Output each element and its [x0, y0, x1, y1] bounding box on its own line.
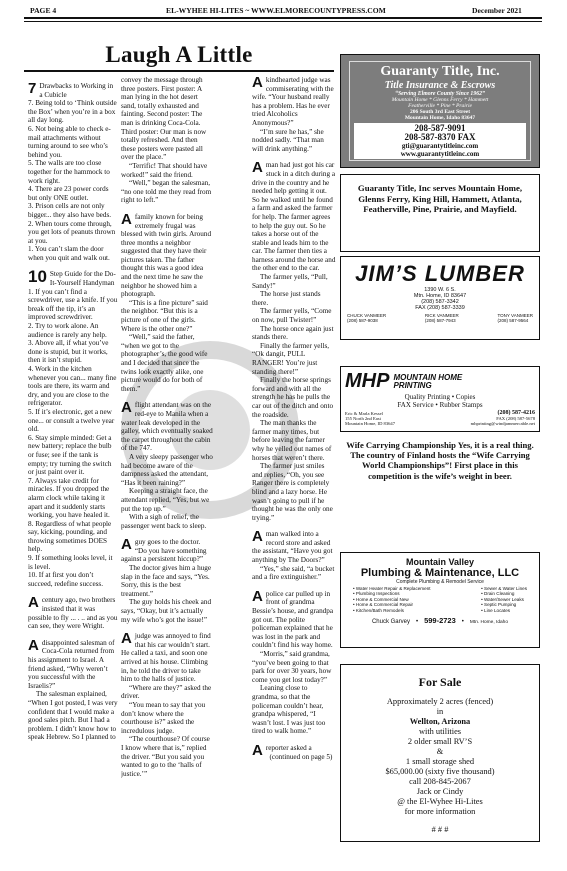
ad-text: • Plumbing Inspections [353, 591, 400, 597]
ad-text: Eric & Marla Kessel [345, 411, 383, 416]
ad-email: gti@guarantytitleinc.com [401, 142, 479, 150]
ad-for-sale [340, 664, 540, 842]
column-3: Akindhearted judge was commiserating with the wife. “Your husband really has a problem. Has he ever tried Alcoholics Anonymous?” “I’m sure he has,” she nodded sadly. “That man will drink anything.” Aman had just got his car stuck in a ditch during a drive in the country and he needed help getting it out. So he walked until he found a farm and asked the farmer for help. The farmer agrees to help the guy out. So he takes a horse out of the stable and leads him to the car. The farmer then ties a harness around the horse and the other end to the car. The farmer yells, “Pull, Sandy!” The horse just stands there. The farmer yells, “Come on now, pull Twister!” The horse once again just stands there. Finally the farmer yells, “Ok dangit, PULL RANGER! You’re just standing there!” Finally the horse springs forward and with all the strength he has he pulls the car out of the ditch and onto the roadside. The man thanks the farmer many times, but before leaving the farmer why he yelled out names of horses that weren’t there. The farmer just smiles and replies, “Oh, you see Ranger there is completely blind and a lazy horse. He wasn’t going to pull if he thought he was the only one trying.” Aman walked into a record store and asked the assistant, “Have you got anything by The Doors?” “Yes,” she said, “a bucket and a fire extinguisher.” Apolice car pulled up in front of grandma Bessie’s house, and grandpa got out. The polite policeman explained that he was lost in the park and couldn’t find his way home. “Morris,” said grandma, “you’ve been going to that park for over 30 years, how come you get lost today?” Leaning close to grandma, so that the policeman couldn’t hear, grandpa whispered, “I wasn’t lost. I was just too tired to walk home.” Areporter asked a (continued on page 5) [252, 76, 336, 761]
joke-text: “This is a fine picture” said the neighbor. “But this is a picture of one of the girls. Where is the other one?” [121, 298, 208, 333]
cubicle-list [28, 99, 118, 262]
ad-text: 206 South 3rd East Street [409, 109, 471, 115]
ad-text: Jack or Cindy [416, 787, 464, 796]
ad-text: RICK VANMEER [424, 313, 459, 318]
title-rule [24, 70, 334, 72]
ad-text: call 208-845-2067 [409, 777, 471, 786]
ad-text: Mountain Home, Idaho 83647 [404, 115, 476, 121]
ad-text: Mtn. Home, ID 83647 [413, 293, 467, 299]
ad-name: JIM’S LUMBER [355, 261, 525, 286]
ad-text: 1390 W. 6 S. [424, 287, 456, 293]
ad-name: Plumbing & Maintenance, LLC [360, 567, 520, 579]
header-rule-thin [24, 21, 542, 22]
ad-text: Mountain Home, ID 83647 [345, 421, 396, 426]
joke-text: A very sleepy passenger who had become aware of the dampness asked the attendant, “Has it been raining?” [121, 452, 213, 487]
joke-text: Finally the farmer yells, “Ok dangit, PULL RANGER! You’re just standing there!” [252, 341, 330, 376]
joke-kindhearted-judge: kindhearted judge was commiserating with the wife. “Your husband really has a problem. Has he ever tried Alcoholics Anonymous?” [252, 76, 334, 127]
joke-police: police car pulled up in front of grandma Bessie’s house, and grandpa got out. The polite policeman explained that he was lost in the park and couldn’t find his way home. [252, 589, 334, 650]
ad-text: # # # [431, 825, 449, 834]
ad-text: 155 North 2nd East [345, 416, 381, 421]
ad-fax: 208-587-8370 FAX [404, 132, 476, 142]
joke-record-store: man walked into a record store and asked the assistant, “Have you got anything by The Doors?” [252, 530, 333, 565]
ad-name: PRINTING [393, 380, 432, 390]
ad-text: Approximately 2 acres (fenced) [386, 697, 494, 706]
ad-text: • Sewer & Water Lines [481, 586, 527, 591]
column-2: convey the message through three posters. First poster: A man lying in the hot desert sand, totally exhausted and fainting. Second poster: The man is drinking Coca-Cola. Third poster: Our man is now totally refreshed. And then these posters were pasted all over the place.” “Terrific! That should have worked!” said the friend. “Well,” began the salesman, “no one told me they read from right to left.” Afamily known for being extremely frugal was blessed with twin girls. Around three months a neighbor suggested that they have their pictures taken. The father thought this was a good idea and the next time he saw the neighbor he showed him a photograph. “This is a fine picture” said the neighbor. “But this is a picture of one of the girls. Where is the other one?” “Well,” said the father, “when we got to the photographer’s, the good wife and I decided that since the twins look exactly alike, one picture would do for both of them.” Aflight attendant was on the red-eye to Manila when a water leak developed in the galley, which eventually soaked the carpet throughout the cabin of the 747. A very sleepy passenger who had become aware of the dampness asked the attendant, “Has it been raining?” Keeping a straight face, the attendant replied, “Yes, but we put the top up.” With a sigh of relief, the passenger went back to sleep. Aguy goes to the doctor. “Do you have something against a persistent hiccup?” The doctor gives him a huge slap in the face and says, “Yes. Sorry, this is the best treatment.” The guy holds his cheek and says, “Okay, but it’s actually my wife who’s got the issue!” Ajudge was annoyed to find that his car wouldn’t start. He called a taxi, and soon one arrived at his house. Climbing in, he told the driver to take him to the halls of justice. “Where are they?” asked the driver. “You mean to say that you don’t know where the courthouse is?” asked the incredulous judge. “The courthouse? Of course I know where that is,” replied the driver. “But you said you wanted to go to the ‘halls of justice.’” [121, 76, 213, 778]
joke-text: “Well,” began the salesman, “no one told me they read from right to left.” [121, 179, 212, 205]
ad-phone: 208-587-9091 [414, 123, 466, 133]
ad-mountain-valley-plumbing: Mountain Valley Plumbing & Maintenance, LLC Complete Plumbing & Remodel Service • Water Heater Repair & Replacement • Plumbing Inspections • Home & Commercial New • Home & Commercial Repair • Kitchen/Bath Remodels • Sewer & Water Lines • Drain Cleaning • Water/Sewer Leaks • Septic Pumping • Line Locates Chuck Garvey • 599-2723 • Mtn. Home, Idaho [340, 552, 540, 648]
ad-text: TONY VANMEER [497, 313, 533, 318]
list-item: 6. Stay simple minded: Get a new battery; replace the bulb or fuse; see if the tank is empty; try turning the switch or just paint over it. [28, 433, 112, 477]
joke-text: Keeping a straight face, the attendant replied, “Yes, but we put the top up.” [121, 487, 210, 513]
ad-text: Wellton, Arizona [409, 717, 471, 726]
ad-text: • Drain Cleaning [481, 591, 515, 597]
ad-text: for more information [404, 807, 476, 816]
joke-reporter: reporter asked a [265, 743, 312, 752]
handyman-list-title: Step Guide for the Do-It-Yourself Handyman [49, 270, 116, 288]
joke-text: “I’m sure he has,” she nodded sadly. “That man will drink anything.” [252, 127, 324, 153]
ad-text: Chuck Garvey [371, 619, 410, 626]
joke-twins: family known for being extremely frugal was blessed with twin girls. Around three months a neighbor suggested that they have their pictures taken. The father thought this was a good idea and the next time he saw the neighbor he showed him a photograph. [121, 212, 212, 299]
ad-guaranty-serves [340, 174, 540, 252]
joke-text: “Terrific! That should have worked!” said the friend. [121, 161, 208, 179]
ad-text: • Kitchen/Bath Remodels [353, 607, 404, 613]
joke-text: The man thanks the farmer many times, but before leaving the farmer why he yelled out names of horses that weren’t there. [252, 419, 332, 462]
joke-text: “You mean to say that you don’t know where the courthouse is?” asked the incredulous judge. [121, 700, 206, 735]
list-item: 7. Being told to ‘Think outside the Box’ when you’re in a box all day long. [28, 99, 117, 125]
ad-fax: FAX (208) 587-3339 [415, 305, 465, 311]
joke-text: Finally the horse springs forward and with all the strength he has he pulls the car out of the ditch and onto the roadside. [252, 376, 334, 419]
ad-text: FAX Service • Rubber Stamps [397, 401, 483, 409]
ad-text: CHUCK VANMEER [347, 313, 387, 318]
section-title: Laugh A Little [105, 42, 253, 67]
list-item: 9. If something looks level, it is level. [28, 554, 113, 571]
ad-name: MOUNTAIN HOME [393, 372, 463, 382]
joke-text: Leaning close to grandma, so that the policeman couldn’t hear, grandpa whispered, “I wasn’t lost. I was just too tired to walk home.” [252, 684, 326, 736]
ad-text: • Line Locates [481, 607, 511, 613]
ad-text: Quality Printing • Copies [404, 393, 476, 401]
list-item: 2. Try to work alone. An audience is rarely any help. [28, 322, 107, 339]
column-1: 7 Drawbacks to Working in a Cubicle 7. Being told to ‘Think outside the Box’ when you’re in a box all day long. 6. Not being able to check e-mail attachments without turning around to see who’s behind you. 5. The walls are too close together for the hammock to work right. 4. There are 23 power cords but only ONE outlet. 3. Prison cells are not only bigger... they also have beds. 2. When tours come through, you get lots of peanuts thrown at you. 1. You can’t slam the door when you quit and walk out. 10 Step Guide for the Do-It-Yourself Handyman 1. If you can’t find a screwdriver, use a knife. If you break off the tip, it’s an improved screwdriver. 2. Try to work alone. An audience is rarely any help. 3. Above all, if what you’ve done is stupid, but it works, then it isn’t stupid. 4. Work in the kitchen whenever you can... many fine tools are there, its warm and dry, and you are close to the refrigerator. 5. If it’s electronic, get a new one... or consult a twelve year old. 6. Stay simple minded: Get a new battery; replace the bulb or fuse; see if the tank is empty; try turning the switch or just paint over it. 7. Always take credit for miracles. If you dropped the alarm clock while taking it apart and it suddenly starts working, you have healed it. 8. Regardless of what people say, kicking, pounding, and throwing sometimes DOES help. 9. If something looks level, it is level. 10. If at first you don’t succeed, redefine success. Acentury ago, two brothers insisted that it was possible to fly ... . .. and as you can see, they were Wright. Adisappointed salesman of Coca-Cola returned from his assignment to Israel. A friend asked, “Why weren’t you successful with the Israelis?” The salesman explained, “When I got posted, I was very confident that I would make a good sales pitch. But I had a problem. I didn’t know how to speak Hebrew. So I planned to [28, 82, 118, 742]
ad-email: mhprinting@windjammercable.net [470, 421, 535, 426]
joke-text: The horse once again just stands there. [252, 324, 334, 342]
ad-text: • Home & Commercial Repair [353, 602, 414, 608]
joke-text: “The courthouse? Of course I know where that is,” replied the driver. “But you said you wanted to go to the ‘halls of justice.’” [121, 735, 210, 778]
joke-text: “Well,” said the father, “when we got to the photographer’s, the good wife and I decided that since the twins look exactly alike, one picture would do for both of them.” [121, 333, 208, 393]
ad-text: with utilities [418, 727, 462, 736]
joke-text: The farmer yells, “Pull, Sandy!” [252, 273, 328, 290]
issue-date: December 2021 [472, 6, 522, 15]
joke-text: The doctor gives him a huge slap in the face and says, “Yes. Sorry, this is the best treatment.” [121, 564, 212, 598]
ad-text: $65,000.00 (sixty five thousand) [385, 767, 495, 776]
joke-text: “Where are they?” asked the driver. [121, 683, 212, 701]
list-item: 6. Not being able to check e-mail attachments without turning around to see who’s behind you. [28, 124, 111, 159]
ad-text: & [436, 747, 444, 756]
list-item: 7. Always take credit for miracles. If you dropped the alarm clock while taking it apart and it suddenly starts working, you have healed it. [28, 476, 110, 520]
joke-text: The guy holds his cheek and says, “Okay, but it’s actually my wife who’s got the issue!” [121, 598, 212, 624]
joke-text: “Yes,” she said, “a bucket and a fire extinguisher.” [252, 564, 335, 582]
ad-text: • Water Heater Repair & Replacement [353, 586, 431, 591]
ad-text: 1 small storage shed [405, 757, 475, 766]
joke-judge-taxi: judge was annoyed to find that his car wouldn’t start. He called a taxi, and soon one arrived at his house. Climbing in, he told the driver to take him to the halls of justice. [121, 632, 211, 684]
masthead: EL-WYHEE HI-LITES ~ WWW.ELMORECOUNTYPRESS.COM [166, 6, 386, 15]
header-rule [24, 17, 542, 19]
ad-mhp-printing [340, 366, 540, 432]
joke-text: The farmer just smiles and replies, “Oh, you see Ranger there is completely blind and a lazy horse. He wasn’t going to pull if he thought he was the only one trying.” [252, 462, 333, 522]
page-number: PAGE 4 [30, 6, 57, 15]
ad-text: Complete Plumbing & Remodel Service [396, 579, 484, 585]
list-item: 3. Above all, if what you’ve done is stupid, but it works, then it isn’t stupid. [28, 339, 109, 365]
ad-text: Mountain Home * Glenns Ferry * Hammett [391, 97, 489, 103]
ad-name: Guaranty Title, Inc. [380, 64, 500, 79]
ad-text: (208) 587-9564 [497, 318, 529, 323]
ad-jims-lumber [340, 256, 540, 340]
list-item: 2. When tours come through, you get lots of peanuts thrown at you. [28, 219, 116, 245]
list-item: 5. The walls are too close together for the hammock to work right. [28, 159, 110, 185]
list-item: 8. Regardless of what people say, kicking, pounding, and throwing sometimes DOES help. [28, 519, 112, 554]
ad-text: Mtn. Home, Idaho [469, 620, 509, 626]
joke-text: The farmer yells, “Come on now, pull Twister!” [252, 307, 332, 325]
joke-text: With a sigh of relief, the passenger went back to sleep. [121, 513, 207, 530]
list-item: 1. If you can’t find a screwdriver, use a knife. If you break off the tip, it’s an improved screwdriver. [28, 287, 118, 322]
ad-text: in [436, 707, 444, 716]
ad-guaranty-title [340, 54, 540, 168]
ad-phone: 599-2723 [424, 616, 456, 626]
ad-text: (208) 587-7943 [424, 318, 456, 323]
ad-website: www.guarantytitleinc.com [400, 150, 480, 158]
ad-text: 2 older small RV’S [407, 737, 473, 746]
list-item: 10. If at first you don’t succeed, redefine success. [28, 571, 104, 588]
joke-wright-brothers: century ago, two brothers insisted that it was possible to fly ... . .. and as you can see, they were Wright. [28, 596, 118, 631]
ad-fax: FAX (208) 587-5678 [496, 416, 535, 421]
list-item: 4. Work in the kitchen whenever you can... many fine tools are there, its warm and dry, and you are close to the refrigerator. [28, 365, 117, 408]
joke-flight: flight attendant was on the red-eye to Manila when a water leak developed in the galley, which eventually soaked the carpet throughout the cabin of the 747. [121, 401, 213, 453]
joke-horse: man had just got his car stuck in a ditch during a drive in the country and he needed help getting it out. So he walked until he found a farm and asked the farmer for help. The farmer agrees to help the guy out. So he takes a horse out of the stable and leads him to the car. The farmer then ties a harness around the horse and the other end to the car. [252, 161, 336, 273]
continued-note: (continued on page 5) [269, 752, 333, 761]
mhp-logo: MHP [345, 370, 390, 392]
joke-salesman: disappointed salesman of Coca-Cola returned from his assignment to Israel. A friend asked, “Why weren’t you successful with the Israelis?” [28, 638, 115, 690]
list-item: 1. You can’t slam the door when you quit and walk out. [28, 245, 110, 262]
joke-salesman-end: convey the message through three posters. First poster: A man lying in the hot desert sand, totally exhausted and fainting. Second poster: The man is drinking Coca-Cola. Third poster: Our man is now totally refreshed. And then these posters were pasted all over the place.” [121, 76, 207, 162]
cubicle-list-title: Drawbacks to Working in a Cubicle [39, 82, 114, 99]
joke-doctor: guy goes to the doctor. “Do you have something against a persistent hiccup?” [121, 538, 207, 564]
joke-text: “Morris,” said grandma, “you’ve been going to that park for over 30 years, how come you get lost today?” [252, 650, 332, 684]
ad-name: Mountain Valley [405, 557, 474, 567]
for-sale-title: For Sale [418, 675, 462, 689]
ad-text: Featherville * Pine * Prairie [408, 103, 472, 109]
ad-tagline: Title Insurance & Escrows [384, 80, 496, 91]
ad-text: “Serving Elmore County Since 1962” [395, 91, 485, 97]
list-item: 4. There are 23 power cords but only ONE outlet. [28, 185, 109, 202]
ad-text: Guaranty Title, Inc serves Mountain Home, Glenns Ferry, King Hill, Hammett, Atlanta, Featherville, Pine, Prairie, and Mayfield. [357, 183, 523, 214]
ad-phone: (208) 587-3342 [421, 299, 459, 305]
joke-text: The horse just stands there. [252, 290, 321, 307]
ad-text: (208) 587-9038 [347, 318, 378, 323]
ad-text: • Home & Commercial New [353, 596, 409, 602]
list-item: 5. If it’s electronic, get a new one... or consult a twelve year old. [28, 407, 115, 434]
list-item: 3. Prison cells are not only bigger... they also have beds. [28, 202, 112, 219]
joke-salesman-cont: The salesman explained, “When I got posted, I was very confident that I would make a good sales pitch. But I had a problem. I didn’t know how to speak Hebrew. So I planned to [28, 690, 118, 742]
ad-text: • Septic Pumping [481, 602, 517, 608]
ad-text: • Water/Sewer Leaks [481, 596, 524, 602]
ad-phone: (208) 587-4216 [497, 410, 535, 416]
wife-carrying-note: Wife Carrying Championship Yes, it is a real thing. The country of Finland hosts the “Wife Carrying World Championships”! First place in this competition is the wife’s weight in beer. [346, 440, 534, 481]
ad-text: @ the El-Wyhee Hi-Lites [397, 797, 483, 806]
handyman-list [28, 288, 118, 589]
